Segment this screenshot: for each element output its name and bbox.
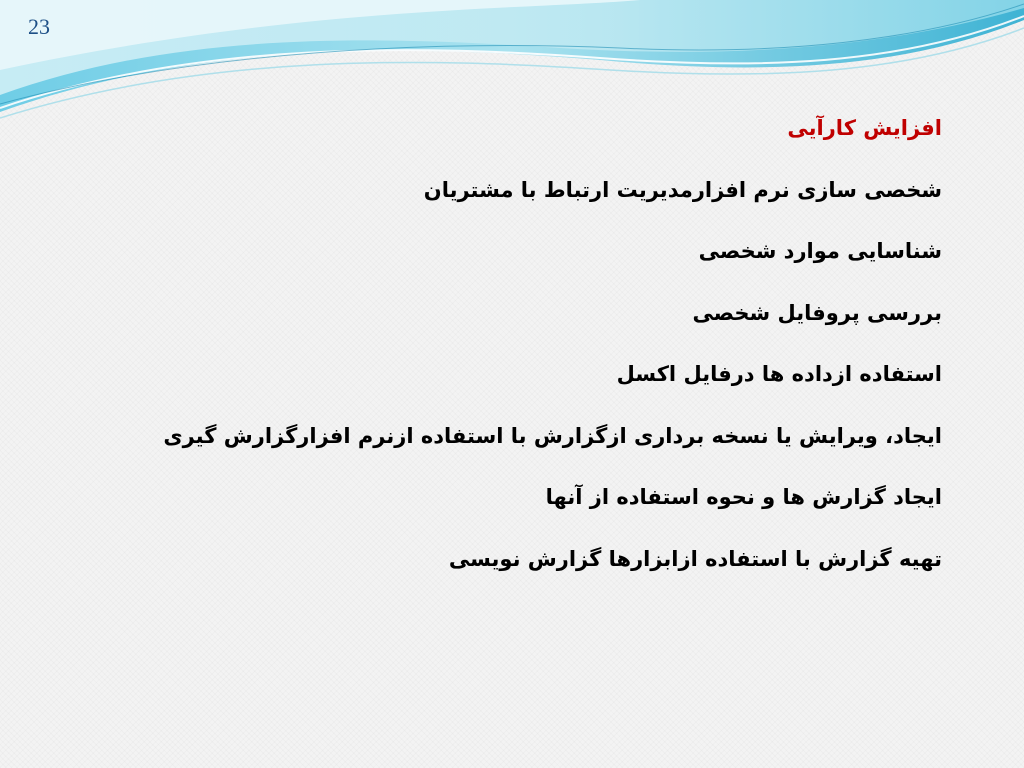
slide-heading: افزایش کارآیی xyxy=(787,116,942,140)
list-item: بررسی پروفایل شخصی xyxy=(692,300,942,325)
slide-number: 23 xyxy=(28,14,50,39)
list-item: ایجاد گزارش ها و نحوه استفاده از آنها xyxy=(545,485,942,509)
slide-content xyxy=(163,108,942,600)
list-item: شخصی سازی نرم افزارمدیریت ارتباط با مشتریان xyxy=(423,177,942,202)
list-item: استفاده ازداده ها درفایل اکسل xyxy=(616,362,942,386)
list-item: تهیه گزارش با استفاده ازابزارها گزارش نویسی xyxy=(448,546,942,571)
list-item: ایجاد، ویرایش یا نسخه برداری ازگزارش با استفاده ازنرم افزارگزارش گیری xyxy=(163,423,942,448)
list-item: شناسایی موارد شخصی xyxy=(698,239,942,263)
